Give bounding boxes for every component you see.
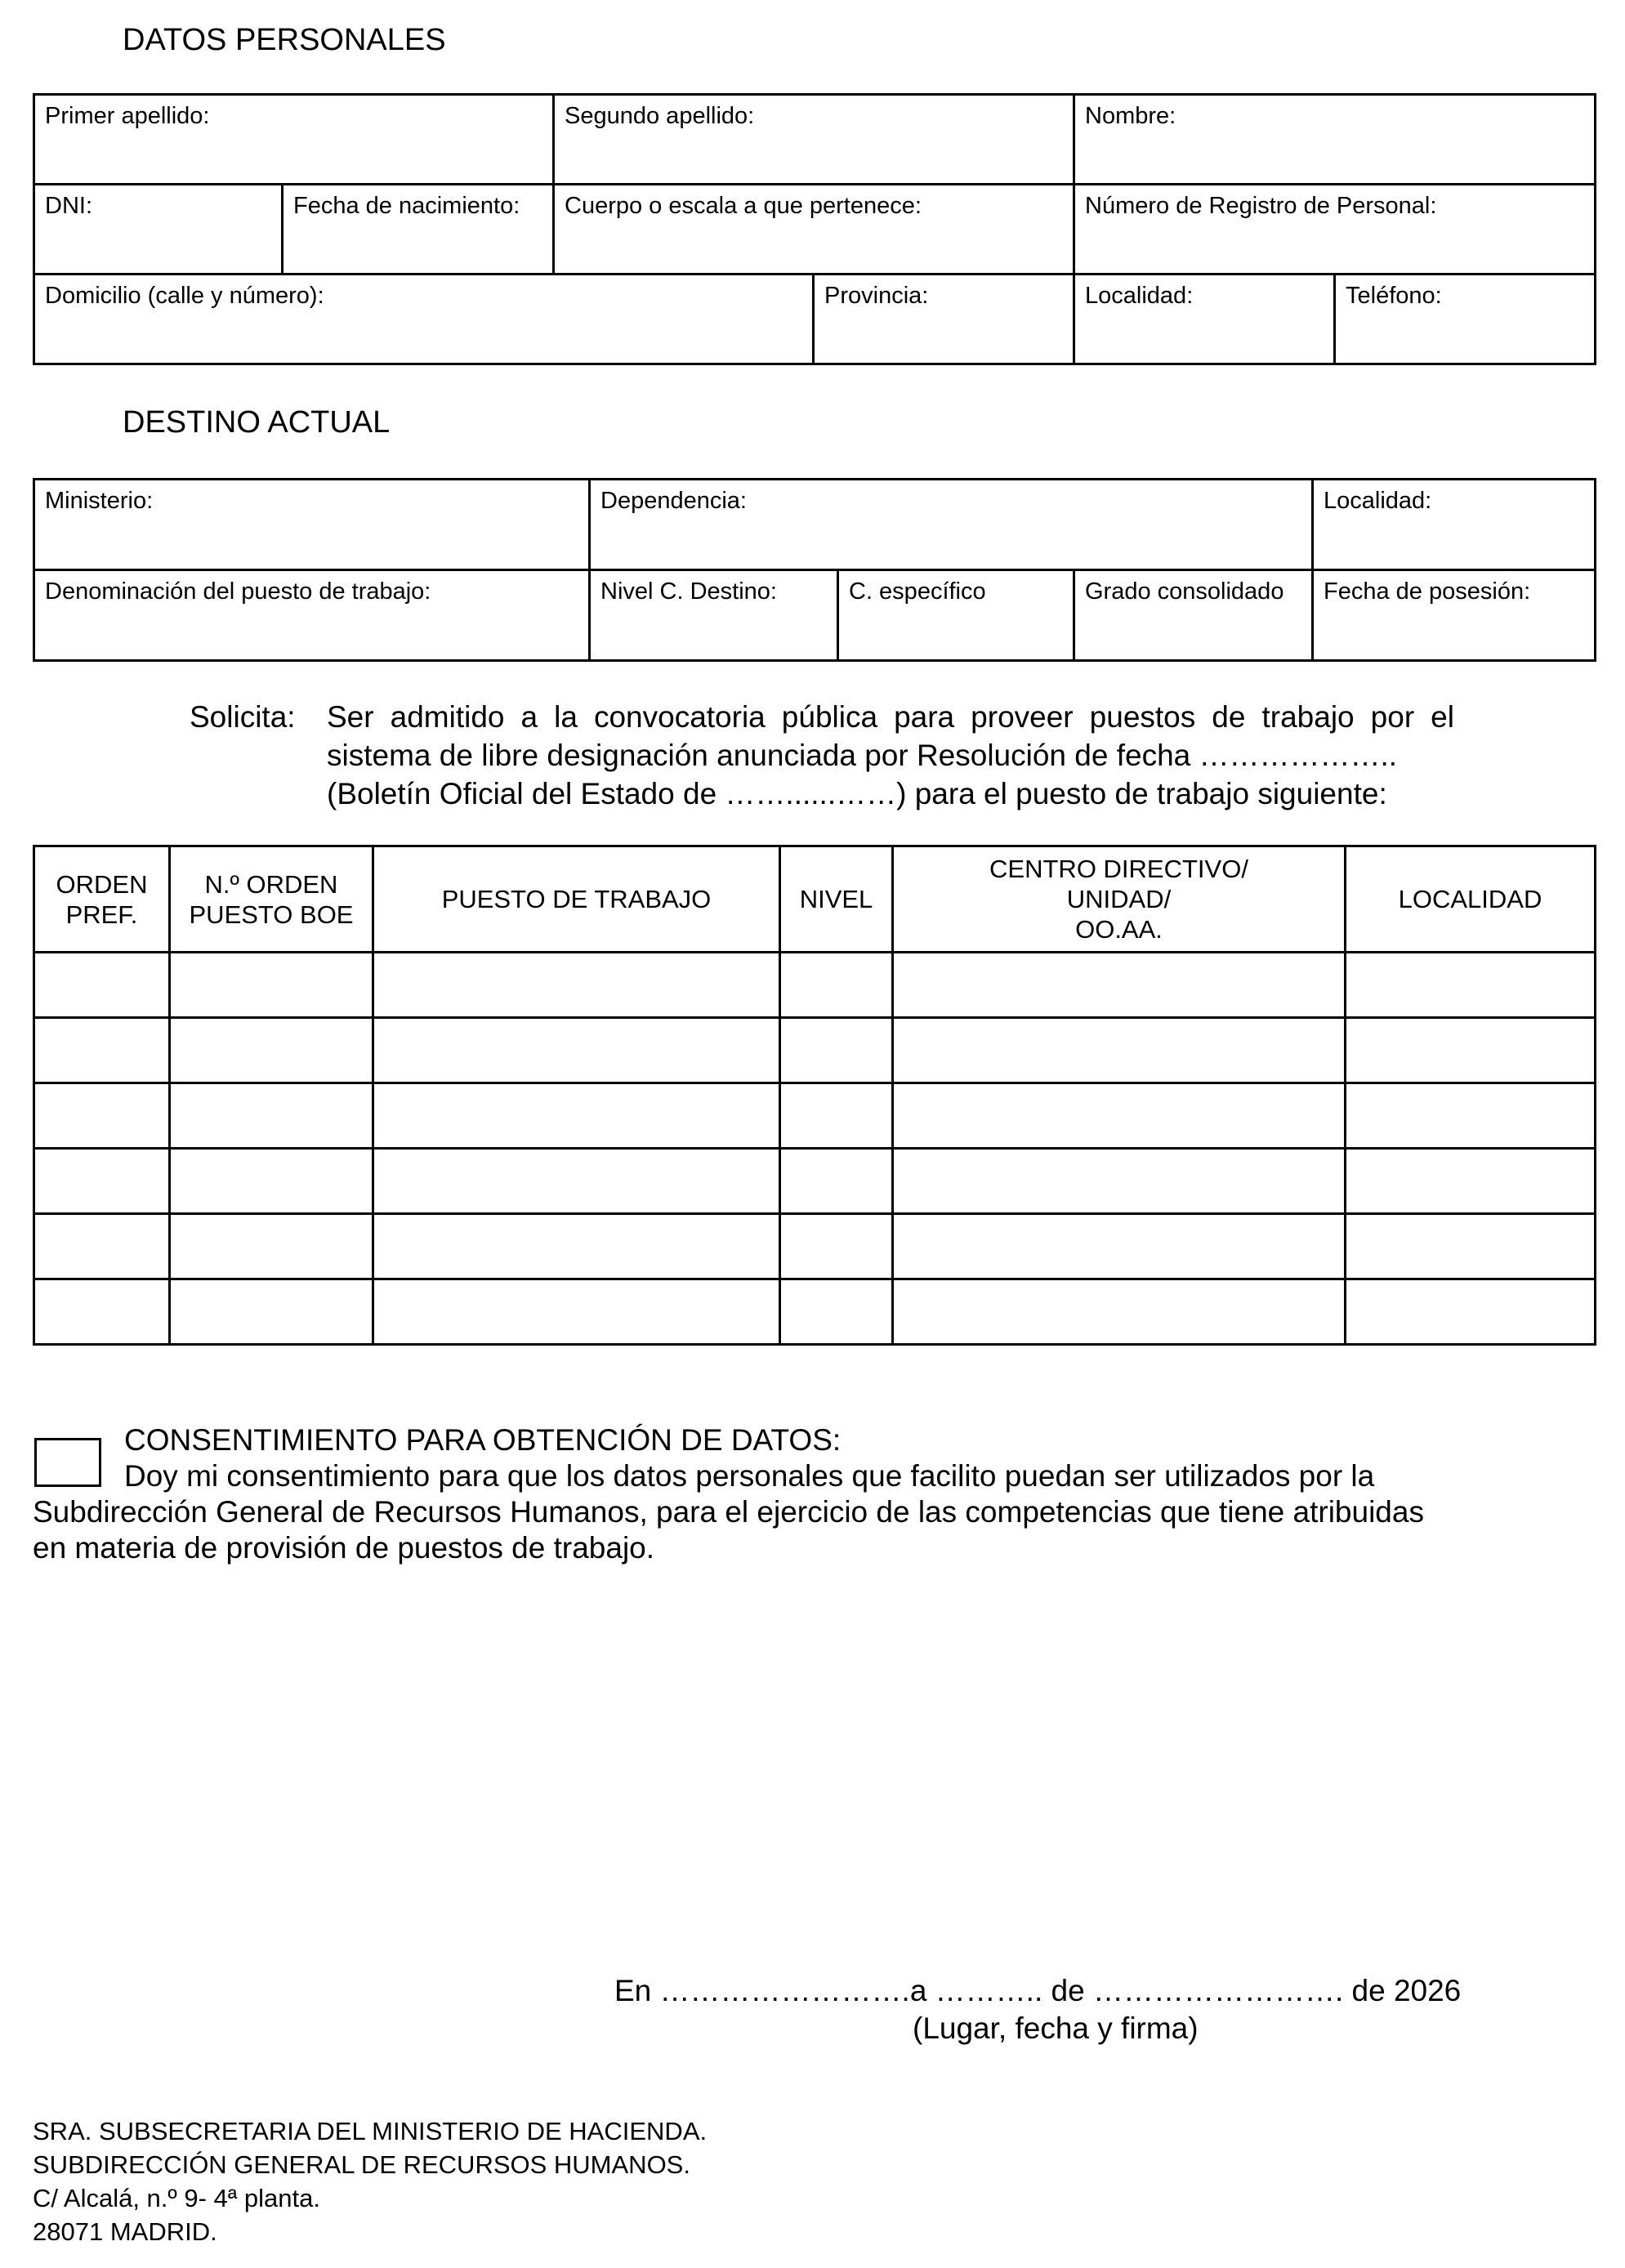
destino-actual-table bbox=[33, 478, 1596, 662]
table-row bbox=[34, 1279, 1596, 1345]
section-title-datos-personales: DATOS PERSONALES bbox=[123, 23, 446, 57]
cell-orden-pref[interactable] bbox=[34, 1149, 170, 1214]
consent-line: Doy mi consentimiento para que los datos personales que facilito puedan ser utilizados por la bbox=[124, 1459, 1375, 1493]
address-line: SUBDIRECCIÓN GENERAL DE RECURSOS HUMANOS. bbox=[33, 2150, 690, 2179]
table-row bbox=[34, 1214, 1596, 1279]
consent-title: CONSENTIMIENTO PARA OBTENCIÓN DE DATOS: bbox=[124, 1423, 842, 1457]
field-primer-apellido[interactable]: Primer apellido: bbox=[34, 95, 554, 185]
table-header-row bbox=[34, 846, 1596, 953]
cell-centro-directivo[interactable] bbox=[893, 1214, 1346, 1279]
field-c-especifico[interactable]: C. específico bbox=[838, 570, 1074, 661]
cell-centro-directivo[interactable] bbox=[893, 953, 1346, 1018]
solicita-line: Ser admitido a la convocatoria pública para proveer puestos de trabajo por el bbox=[327, 700, 1454, 734]
cell-puesto-trabajo[interactable] bbox=[373, 1083, 780, 1149]
datos-personales-table bbox=[33, 93, 1596, 365]
address-line: 28071 MADRID. bbox=[33, 2217, 217, 2246]
signature-caption: (Lugar, fecha y firma) bbox=[913, 2011, 1199, 2045]
cell-puesto-trabajo[interactable] bbox=[373, 1279, 780, 1345]
cell-nivel[interactable] bbox=[780, 1214, 893, 1279]
cell-nivel[interactable] bbox=[780, 1279, 893, 1345]
table-row bbox=[34, 1018, 1596, 1083]
table-row bbox=[34, 1149, 1596, 1214]
cell-orden-pref[interactable] bbox=[34, 1214, 170, 1279]
field-destino-localidad[interactable]: Localidad: bbox=[1313, 480, 1596, 570]
solicita-label: Solicita: bbox=[190, 700, 296, 734]
field-provincia[interactable]: Provincia: bbox=[814, 275, 1074, 364]
cell-orden-puesto-boe[interactable] bbox=[170, 1083, 373, 1149]
cell-orden-pref[interactable] bbox=[34, 1279, 170, 1345]
header-orden-pref: ORDEN PREF. bbox=[34, 846, 170, 953]
cell-centro-directivo[interactable] bbox=[893, 1018, 1346, 1083]
cell-localidad[interactable] bbox=[1346, 1279, 1596, 1345]
cell-localidad[interactable] bbox=[1346, 1083, 1596, 1149]
consent-line: en materia de provisión de puestos de trabajo. bbox=[33, 1531, 655, 1565]
field-nivel-c-destino[interactable]: Nivel C. Destino: bbox=[590, 570, 838, 661]
cell-puesto-trabajo[interactable] bbox=[373, 1149, 780, 1214]
header-centro-directivo: CENTRO DIRECTIVO/ UNIDAD/ OO.AA. bbox=[893, 846, 1346, 953]
field-telefono[interactable]: Teléfono: bbox=[1335, 275, 1596, 364]
cell-nivel[interactable] bbox=[780, 1018, 893, 1083]
field-fecha-posesion[interactable]: Fecha de posesión: bbox=[1313, 570, 1596, 661]
header-localidad: LOCALIDAD bbox=[1346, 846, 1596, 953]
field-grado-consolidado[interactable]: Grado consolidado bbox=[1074, 570, 1313, 661]
cell-nivel[interactable] bbox=[780, 1083, 893, 1149]
field-segundo-apellido[interactable]: Segundo apellido: bbox=[554, 95, 1074, 185]
solicita-text bbox=[327, 698, 1454, 813]
field-dependencia[interactable]: Dependencia: bbox=[590, 480, 1313, 570]
field-nombre[interactable]: Nombre: bbox=[1074, 95, 1596, 185]
consent-block bbox=[33, 1422, 1424, 1566]
cell-localidad[interactable] bbox=[1346, 953, 1596, 1018]
cell-orden-pref[interactable] bbox=[34, 1083, 170, 1149]
field-fecha-nacimiento[interactable]: Fecha de nacimiento: bbox=[283, 185, 554, 275]
solicita-line: (Boletín Oficial del Estado de ……......……) para el puesto de trabajo siguiente: bbox=[327, 777, 1387, 810]
section-title-destino-actual: DESTINO ACTUAL bbox=[123, 405, 391, 440]
cell-nivel[interactable] bbox=[780, 1149, 893, 1214]
cell-puesto-trabajo[interactable] bbox=[373, 1018, 780, 1083]
cell-orden-puesto-boe[interactable] bbox=[170, 1279, 373, 1345]
recipient-address bbox=[33, 2114, 707, 2248]
cell-localidad[interactable] bbox=[1346, 1149, 1596, 1214]
field-localidad[interactable]: Localidad: bbox=[1074, 275, 1335, 364]
cell-orden-puesto-boe[interactable] bbox=[170, 1018, 373, 1083]
signature-date-line: En …………………….a ……….. de ……………………. de 2026 bbox=[614, 1974, 1462, 2007]
consent-line: Subdirección General de Recursos Humanos, para el ejercicio de las competencias que tiene atribuidas bbox=[33, 1495, 1424, 1529]
cell-orden-pref[interactable] bbox=[34, 1018, 170, 1083]
table-row bbox=[34, 953, 1596, 1018]
cell-localidad[interactable] bbox=[1346, 1018, 1596, 1083]
cell-centro-directivo[interactable] bbox=[893, 1279, 1346, 1345]
table-row bbox=[34, 1083, 1596, 1149]
puestos-table bbox=[33, 845, 1596, 1346]
field-denominacion-puesto[interactable]: Denominación del puesto de trabajo: bbox=[34, 570, 590, 661]
cell-nivel[interactable] bbox=[780, 953, 893, 1018]
header-orden-puesto-boe: N.º ORDEN PUESTO BOE bbox=[170, 846, 373, 953]
field-ministerio[interactable]: Ministerio: bbox=[34, 480, 590, 570]
field-cuerpo-escala[interactable]: Cuerpo o escala a que pertenece: bbox=[554, 185, 1074, 275]
cell-orden-pref[interactable] bbox=[34, 953, 170, 1018]
field-numero-registro-personal[interactable]: Número de Registro de Personal: bbox=[1074, 185, 1596, 275]
address-line: C/ Alcalá, n.º 9- 4ª planta. bbox=[33, 2184, 320, 2212]
header-puesto-trabajo: PUESTO DE TRABAJO bbox=[373, 846, 780, 953]
cell-centro-directivo[interactable] bbox=[893, 1149, 1346, 1214]
field-dni[interactable]: DNI: bbox=[34, 185, 283, 275]
field-domicilio[interactable]: Domicilio (calle y número): bbox=[34, 275, 814, 364]
cell-puesto-trabajo[interactable] bbox=[373, 953, 780, 1018]
cell-orden-puesto-boe[interactable] bbox=[170, 1214, 373, 1279]
cell-localidad[interactable] bbox=[1346, 1214, 1596, 1279]
solicita-line: sistema de libre designación anunciada por Resolución de fecha ……………….. bbox=[327, 739, 1398, 772]
cell-centro-directivo[interactable] bbox=[893, 1083, 1346, 1149]
cell-orden-puesto-boe[interactable] bbox=[170, 1149, 373, 1214]
address-line: SRA. SUBSECRETARIA DEL MINISTERIO DE HACIENDA. bbox=[33, 2117, 708, 2145]
cell-orden-puesto-boe[interactable] bbox=[170, 953, 373, 1018]
cell-puesto-trabajo[interactable] bbox=[373, 1214, 780, 1279]
header-nivel: NIVEL bbox=[780, 846, 893, 953]
